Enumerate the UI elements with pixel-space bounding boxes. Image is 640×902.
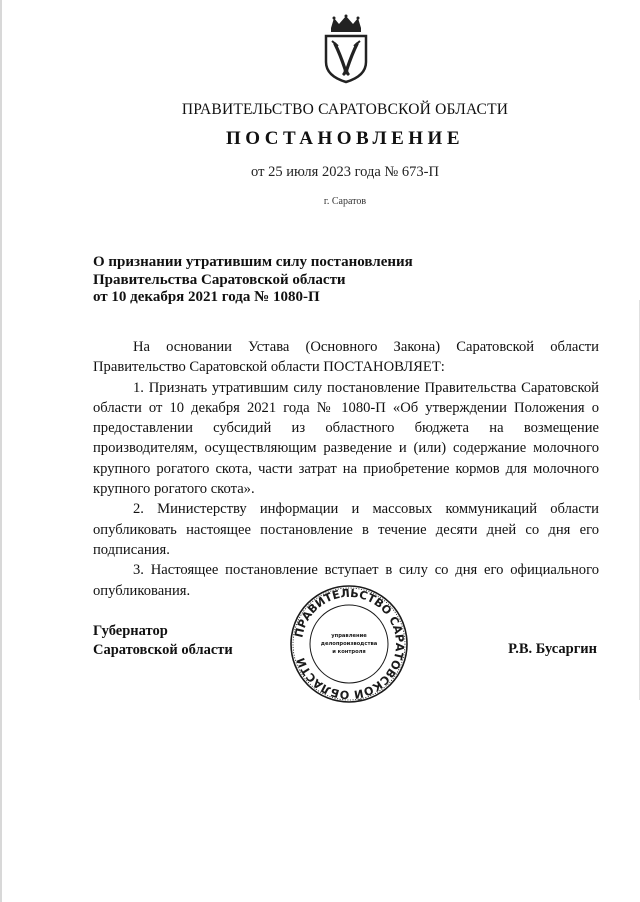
- document-date-number: от 25 июля 2023 года № 673-П: [251, 164, 439, 180]
- document-title: [93, 254, 513, 307]
- saratov-coat-of-arms-icon: [318, 14, 374, 84]
- signatory-title-line: Саратовской области: [93, 642, 233, 658]
- seal-inner-line: делопроизводства: [320, 641, 378, 647]
- government-name: ПРАВИТЕЛЬСТВО САРАТОВСКОЙ ОБЛАСТИ: [181, 101, 509, 118]
- seal-inner-line: и контроля: [332, 649, 366, 655]
- body-paragraph: На основании Устава (Основного Закона) Саратовской области Правительство Саратовской области ПОСТАНОВЛЯЕТ:: [93, 339, 599, 376]
- body-paragraph: 2. Министерству информации и массовых коммуникаций области опубликовать настоящее постановление в течение десяти дней со дня его подписания.: [93, 501, 599, 558]
- signatory-name: Р.В. Бусаргин: [508, 641, 597, 657]
- body-paragraph: 3. Настоящее постановление вступает в силу со дня его официального опубликования.: [93, 562, 599, 599]
- seal-inner-line: управление: [331, 633, 367, 639]
- body-paragraph: 1. Признать утратившим силу постановление Правительства Саратовской области от 10 декабря 2021 года № 1080-П «Об утверждении Положения о предоставлении субсидий из областного бюджета на возмещение производителям, осуществляющим разведение и (или) содержание молочного крупного рогатого скота, части затрат на приобретение кормов для молочного крупного рогатого скота».: [93, 379, 599, 498]
- title-line: от 10 декабря 2021 года № 1080-П: [93, 289, 320, 305]
- seal-outer-text: ПРАВИТЕЛЬСТВО САРАТОВСКОЙ ОБЛАСТИ: [292, 586, 407, 702]
- title-line: Правительства Саратовской области: [93, 271, 346, 288]
- document-type: ПОСТАНОВЛЕНИЕ: [225, 128, 465, 149]
- signatory-title: [93, 622, 233, 660]
- document-city: г. Саратов: [323, 196, 367, 207]
- title-line: О признании утратившим силу постановления: [93, 254, 413, 270]
- official-seal-stamp: [288, 583, 410, 705]
- signatory-title-line: Губернатор: [93, 623, 168, 639]
- document-body: [93, 337, 599, 601]
